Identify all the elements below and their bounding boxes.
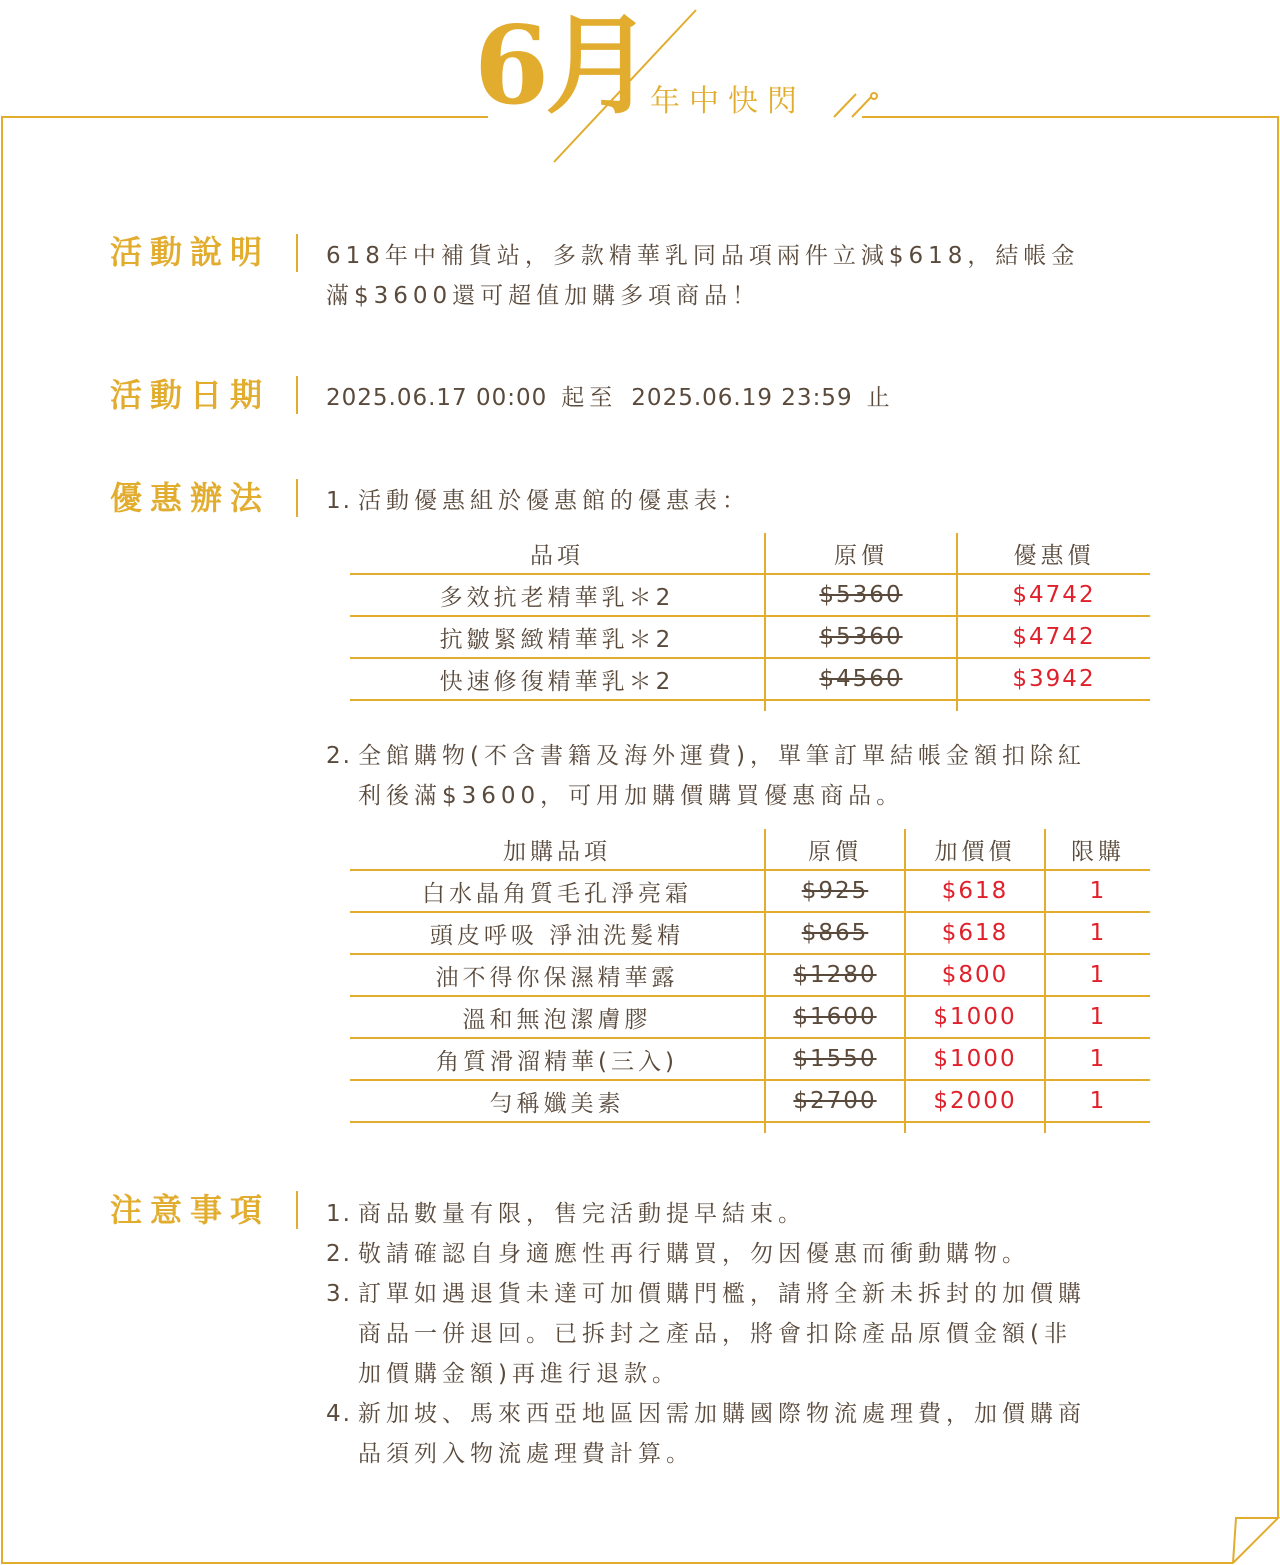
sale-price: $3942 [1012, 666, 1096, 692]
purchase-limit: 1 [1089, 1088, 1107, 1114]
product-name: 快速修復精華乳＊2 [350, 658, 765, 700]
note-line: 新加坡、馬來西亞地區因需加購國際物流處理費，加價購商 [358, 1401, 1086, 1427]
description-line-2: 滿$3600還可超值加購多項商品！ [326, 283, 761, 309]
addon-header-limit: 限購 [1045, 829, 1150, 870]
notes-label: 注意事項 [110, 1191, 271, 1229]
addon-price: $618 [941, 878, 1009, 904]
table-row [350, 574, 1150, 616]
addon-name: 角質滑溜精華(三入) [350, 1038, 765, 1080]
table-tail [350, 700, 1150, 711]
note-number: 3. [326, 1281, 352, 1307]
original-price: $1600 [793, 1004, 877, 1030]
addon-header-addon-price: 加價價 [905, 829, 1045, 870]
addon-name: 勻稱孅美素 [350, 1080, 765, 1122]
purchase-limit: 1 [1089, 1046, 1107, 1072]
addon-price: $2000 [933, 1088, 1017, 1114]
list-item [326, 1394, 1186, 1474]
note-line: 商品一併退回。已拆封之產品，將會扣除產品原價金額(非 [358, 1321, 1072, 1347]
list-item [326, 1194, 1186, 1234]
date-divider [296, 376, 298, 414]
offer-table [350, 533, 1150, 711]
notes-divider [296, 1191, 298, 1229]
table-row [350, 1080, 1150, 1122]
date-text [326, 378, 891, 418]
description-divider [296, 234, 298, 272]
note-number: 1. [326, 1201, 352, 1227]
header-subtitle: 年中快閃 [650, 84, 806, 119]
table-row [350, 996, 1150, 1038]
purchase-limit: 1 [1089, 1004, 1107, 1030]
offer-item-2-line-2: 利後滿$3600，可用加購價購買優惠商品。 [358, 783, 905, 809]
note-line: 敬請確認自身適應性再行購買，勿因優惠而衝動購物。 [358, 1241, 1030, 1267]
product-name: 多效抗老精華乳＊2 [350, 574, 765, 616]
table-row [350, 658, 1150, 700]
addon-table-header [350, 829, 1150, 870]
addon-header-item: 加購品項 [350, 829, 765, 870]
note-line: 商品數量有限，售完活動提早結束。 [358, 1201, 806, 1227]
original-price: $1280 [793, 962, 877, 988]
note-line: 訂單如遇退貨未達可加價購門檻，請將全新未拆封的加價購 [358, 1281, 1086, 1307]
purchase-limit: 1 [1089, 920, 1107, 946]
table-row [350, 912, 1150, 954]
note-number: 4. [326, 1401, 352, 1427]
folded-corner-icon [1233, 1518, 1278, 1563]
sale-price: $4742 [1012, 624, 1096, 650]
list-item [326, 1274, 1186, 1394]
table-tail [350, 1122, 1150, 1133]
double-slash-1 [834, 94, 856, 117]
addon-table [350, 829, 1150, 1133]
offer-header-price: 原價 [765, 533, 957, 574]
original-price: $1550 [793, 1046, 877, 1072]
original-price: $4560 [819, 666, 903, 692]
addon-price: $800 [941, 962, 1009, 988]
addon-name: 油不得你保濕精華露 [350, 954, 765, 996]
date-end: 2025.06.19 23:59 [631, 385, 853, 411]
addon-price: $1000 [933, 1046, 1017, 1072]
original-price: $925 [801, 878, 869, 904]
date-start: 2025.06.17 00:00 [326, 385, 548, 411]
original-price: $5360 [819, 582, 903, 608]
offer-label: 優惠辦法 [110, 479, 271, 517]
offer-item-2-number: 2. [326, 743, 352, 769]
table-row [350, 616, 1150, 658]
purchase-limit: 1 [1089, 962, 1107, 988]
sale-price: $4742 [1012, 582, 1096, 608]
date-from: 起至 [561, 385, 618, 411]
original-price: $5360 [819, 624, 903, 650]
original-price: $2700 [793, 1088, 877, 1114]
list-item [326, 1234, 1186, 1274]
offer-item-2 [326, 736, 1186, 816]
note-number: 2. [326, 1241, 352, 1267]
notes-list [326, 1194, 1186, 1474]
description-text [326, 236, 1079, 316]
note-line: 品須列入物流處理費計算。 [358, 1441, 694, 1467]
addon-header-price: 原價 [765, 829, 905, 870]
addon-price: $618 [941, 920, 1009, 946]
table-row [350, 1038, 1150, 1080]
table-row [350, 954, 1150, 996]
description-line-1: 618年中補貨站，多款精華乳同品項兩件立減$618，結帳金 [326, 243, 1080, 269]
offer-header-sale: 優惠價 [957, 533, 1150, 574]
slash-dot-icon [871, 93, 877, 99]
date-label: 活動日期 [110, 376, 271, 414]
offer-item-1 [326, 481, 1186, 521]
offer-item-1-text: 活動優惠組於優惠館的優惠表： [358, 488, 750, 514]
date-to: 止 [866, 385, 891, 411]
description-label: 活動說明 [110, 233, 271, 271]
table-row [350, 870, 1150, 912]
offer-item-2-line-1: 全館購物(不含書籍及海外運費)，單筆訂單結帳金額扣除紅 [358, 743, 1086, 769]
header-month: 6月 [474, 3, 650, 129]
purchase-limit: 1 [1089, 878, 1107, 904]
addon-name: 白水晶角質毛孔淨亮霜 [350, 870, 765, 912]
original-price: $865 [801, 920, 869, 946]
note-line: 加價購金額)再進行退款。 [358, 1361, 680, 1387]
offer-item-1-number: 1. [326, 488, 352, 514]
offer-table-header [350, 533, 1150, 574]
addon-price: $1000 [933, 1004, 1017, 1030]
offer-header-item: 品項 [350, 533, 765, 574]
product-name: 抗皺緊緻精華乳＊2 [350, 616, 765, 658]
addon-name: 溫和無泡潔膚膠 [350, 996, 765, 1038]
addon-name: 頭皮呼吸 淨油洗髮精 [350, 912, 765, 954]
offer-divider [296, 479, 298, 517]
